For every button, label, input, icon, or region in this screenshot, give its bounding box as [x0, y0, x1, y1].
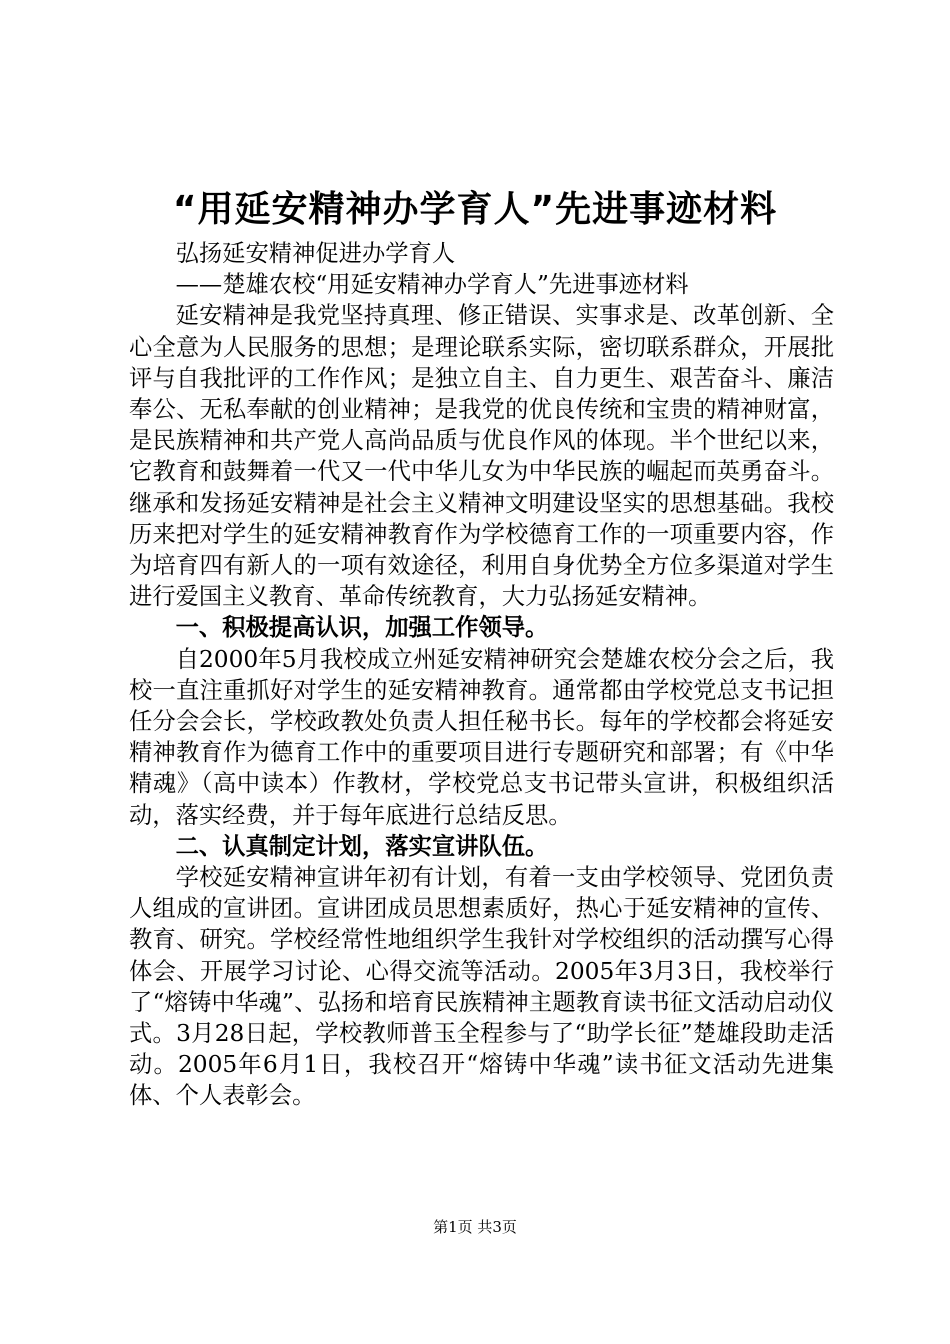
subtitle-line: 弘扬延安精神促进办学育人	[175, 240, 456, 267]
section-paragraph-2: 学校延安精神宣讲年初有计划，有着一支由学校领导、党团负责人组成的宣讲团。宣讲团成员思想素质好，热心于延安精神的宣传、教育、研究。学校经常性地组织学生我针对学校组织的活动撰写心得体会、开展学习讨论、心得交流等活动。2005年3月3日，我校举行了“熔铸中华魂”、弘扬和培育民族精神主题教育读书征文活动启动仪式。3月28日起，学校教师普玉全程参与了“助学长征”楚雄段助走活动。2005年6月1日，我校召开“熔铸中华魂”读书征文活动先进集体、个人表彰会。	[129, 864, 834, 1110]
intro-paragraph: 延安精神是我党坚持真理、修正错误、实事求是、改革创新、全心全意为人民服务的思想；是理论联系实际，密切联系群众，开展批评与自我批评的工作作风；是独立自主、自力更生、艰苦奋斗、廉洁奉公、无私奉献的创业精神；是我党的优良传统和宝贵的精神财富，是民族精神和共产党人高尚品质与优良作风的体现。半个世纪以来，它教育和鼓舞着一代又一代中华儿女为中华民族的崛起而英勇奋斗。继承和发扬延安精神是社会主义精神文明建设坚实的思想基础。我校历来把对学生的延安精神教育作为学校德育工作的一项重要内容，作为培育四有新人的一项有效途径，利用自身优势全方位多渠道对学生进行爱国主义教育、革命传统教育，大力弘扬延安精神。	[129, 302, 834, 611]
section-paragraph-1: 自2000年5月我校成立州延安精神研究会楚雄农校分会之后，我校一直注重抓好对学生的延安精神教育。通常都由学校党总支书记担任分会会长，学校政教处负责人担任秘书长。每年的学校都会将延安精神教育作为德育工作中的重要项目进行专题研究和部署；有《中华精魂》（高中读本）作教材，学校党总支书记带头宣讲，积极组织活动，落实经费，并于每年底进行总结反思。	[129, 645, 834, 829]
subtitle-source-line: ——楚雄农校“用延安精神办学育人”先进事迹材料	[175, 271, 689, 299]
page-number-footer: 第1页 共3页	[433, 1218, 517, 1236]
document-body	[129, 238, 834, 1112]
section-heading-1: 一、积极提高认识，加强工作领导。	[175, 614, 549, 642]
document-title: “用延安精神办学育人”先进事迹材料	[172, 189, 778, 230]
section-heading-2: 二、认真制定计划，落实宣讲队伍。	[175, 832, 549, 860]
